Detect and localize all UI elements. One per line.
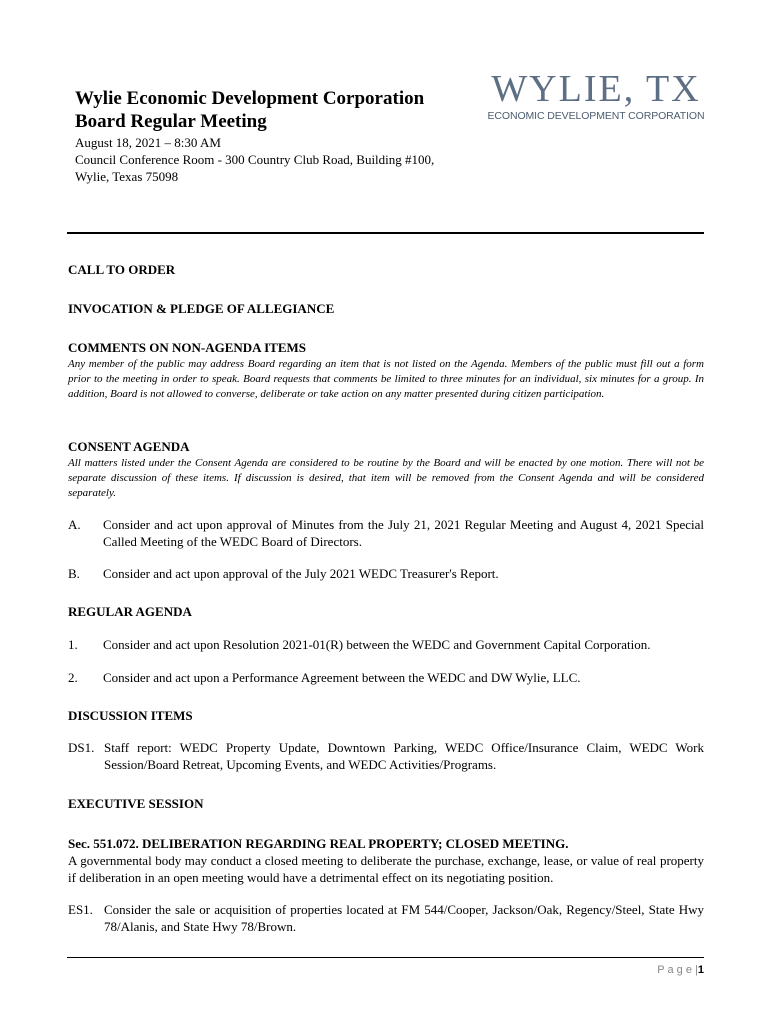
item-label: DS1. <box>68 740 95 755</box>
item-text: Staff report: WEDC Property Update, Downtown Parking, WEDC Office/Insurance Claim, WEDC Work Session/Board Retreat, Upcoming Events, and WEDC Activities/Programs. <box>104 740 704 772</box>
consent-agenda-note: All matters listed under the Consent Agenda are considered to be routine by the Board and will be enacted by one motion. There will not be separate discussion of these items. If discussion is desired, that item will be removed from the Consent Agenda and will be considered separately. <box>68 457 704 500</box>
page-label: P a g e <box>657 964 692 976</box>
page-separator: | <box>695 964 698 976</box>
meeting-title <box>75 87 475 133</box>
item-text: Consider and act upon approval of the July 2021 WEDC Treasurer's Report. <box>103 566 499 581</box>
regular-item-1 <box>68 636 704 653</box>
logo-wordmark: WYLIE, TX <box>491 68 701 110</box>
item-text: Consider and act upon approval of Minutes from the July 21, 2021 Regular Meeting and August 4, 2021 Special Called Meeting of the WEDC Board of Directors. <box>103 517 704 549</box>
regular-agenda-heading: REGULAR AGENDA <box>68 604 192 619</box>
invocation-heading: INVOCATION & PLEDGE OF ALLEGIANCE <box>68 301 335 316</box>
comments-note: Any member of the public may address Board regarding an item that is not listed on the Agenda. Members of the public must fill out a form prior to the meeting in order to speak. Board requests that comments be limited to three minutes for an individual, six minutes for a group. In addition, Board is not allowed to converse, deliberate or take action on any matter presented during citizen participation. <box>68 358 704 401</box>
logo-tagline: ECONOMIC DEVELOPMENT CORPORATION <box>487 110 705 122</box>
item-label: 1. <box>68 637 78 652</box>
page-number: 1 <box>697 964 704 976</box>
consent-agenda-heading: CONSENT AGENDA <box>68 439 190 454</box>
meeting-location-line-1: Council Conference Room - 300 Country Club Road, Building #100, <box>75 152 435 167</box>
item-label: 2. <box>68 670 78 685</box>
footer-divider <box>67 957 704 958</box>
executive-statute-heading: Sec. 551.072. DELIBERATION REGARDING REAL PROPERTY; CLOSED MEETING. <box>68 836 569 851</box>
item-label: ES1. <box>68 902 93 917</box>
regular-item-2 <box>68 669 704 686</box>
executive-paragraph: A governmental body may conduct a closed meeting to deliberate the purchase, exchange, lease, or value of real property if deliberation in an open meeting would have a detrimental effect on its negotiating position. <box>68 853 704 885</box>
executive-session-heading: EXECUTIVE SESSION <box>68 796 204 811</box>
item-label: A. <box>68 517 81 532</box>
executive-item-es1 <box>68 901 704 935</box>
comments-heading: COMMENTS ON NON-AGENDA ITEMS <box>68 340 306 355</box>
meeting-location-line-2: Wylie, Texas 75098 <box>75 169 179 184</box>
meeting-details <box>75 134 434 185</box>
call-to-order-heading: CALL TO ORDER <box>68 262 176 277</box>
consent-item-b <box>68 565 704 582</box>
page-footer <box>560 963 704 977</box>
title-line-2: Board Regular Meeting <box>75 111 267 132</box>
header-divider <box>67 232 704 234</box>
consent-item-a <box>68 516 704 550</box>
item-text: Consider the sale or acquisition of properties located at FM 544/Cooper, Jackson/Oak, Regency/Steel, State Hwy 78/Alanis, and State Hwy 78/Brown. <box>104 902 704 934</box>
item-text: Consider and act upon Resolution 2021-01(R) between the WEDC and Government Capital Corporation. <box>103 637 651 652</box>
discussion-item-ds1 <box>68 739 704 773</box>
discussion-items-heading: DISCUSSION ITEMS <box>68 708 193 723</box>
item-text: Consider and act upon a Performance Agreement between the WEDC and DW Wylie, LLC. <box>103 670 581 685</box>
meeting-date-time: August 18, 2021 – 8:30 AM <box>75 135 221 150</box>
title-line-1: Wylie Economic Development Corporation <box>75 88 425 109</box>
item-label: B. <box>68 566 80 581</box>
wylie-edc-logo <box>487 70 705 126</box>
